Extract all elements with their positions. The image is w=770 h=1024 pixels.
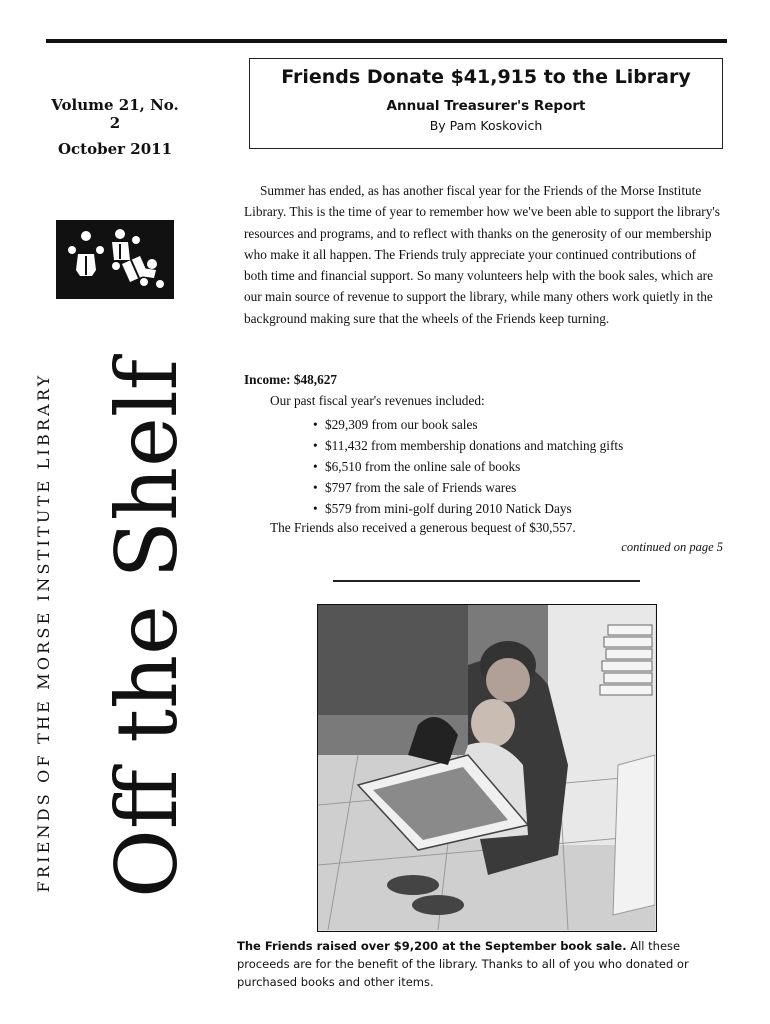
bequest-line: The Friends also received a generous bequest of $30,557. [270, 520, 576, 535]
newsletter-title: Off the Shelf [98, 359, 196, 898]
volume-number: Volume 21, No. 2 [51, 96, 179, 132]
list-item: • $6,510 from the online sale of books [313, 459, 521, 474]
continued-link: continued on page 5 [621, 540, 723, 554]
section-divider [333, 580, 640, 582]
list-item: • $29,309 from our book sales [313, 417, 478, 432]
article-byline: By Pam Koskovich [429, 118, 543, 133]
article-subtitle: Annual Treasurer's Report [386, 98, 586, 114]
issue-date: October 2011 [57, 140, 173, 158]
income-lead: Our past fiscal year's revenues included: [270, 393, 485, 408]
income-list [313, 414, 623, 519]
list-item: • $11,432 from membership donations and matching gifts [313, 438, 624, 453]
photo-image [318, 605, 655, 930]
caption-text: All these proceeds are for the benefit of the library. Thanks to all of you who donated or purchased books and other items. [237, 939, 689, 989]
friends-logo [56, 220, 174, 299]
list-item: • $579 from mini-golf during 2010 Natick Days [313, 501, 572, 516]
top-rule [46, 39, 727, 43]
article-header [249, 58, 723, 149]
photo-caption [237, 937, 727, 991]
caption-bold: The Friends raised over $9,200 at the September book sale. [237, 939, 627, 953]
intro-paragraph: Summer has ended, as has another fiscal year for the Friends of the Morse Institute Library. This is the time of year to remember how we've been able to support the library's resources and programs, and to reflect with thanks on the generosity of our membership who make it all happen. The Friends truly appreciate your continued contributions of both time and financial support. So many volunteers help with the book sales, which are our main source of revenue to support the library, while many others work quietly in the background making sure that the wheels of the Friends keep turning. [244, 183, 720, 326]
income-heading: Income: $48,627 [244, 372, 338, 387]
article-title: Friends Donate $41,915 to the Library [281, 66, 691, 88]
organization-name: FRIENDS OF THE MORSE INSTITUTE LIBRARY [34, 372, 53, 893]
list-item: • $797 from the sale of Friends wares [313, 480, 517, 495]
people-reading-icon [56, 220, 174, 299]
book-sale-photo [317, 604, 657, 932]
